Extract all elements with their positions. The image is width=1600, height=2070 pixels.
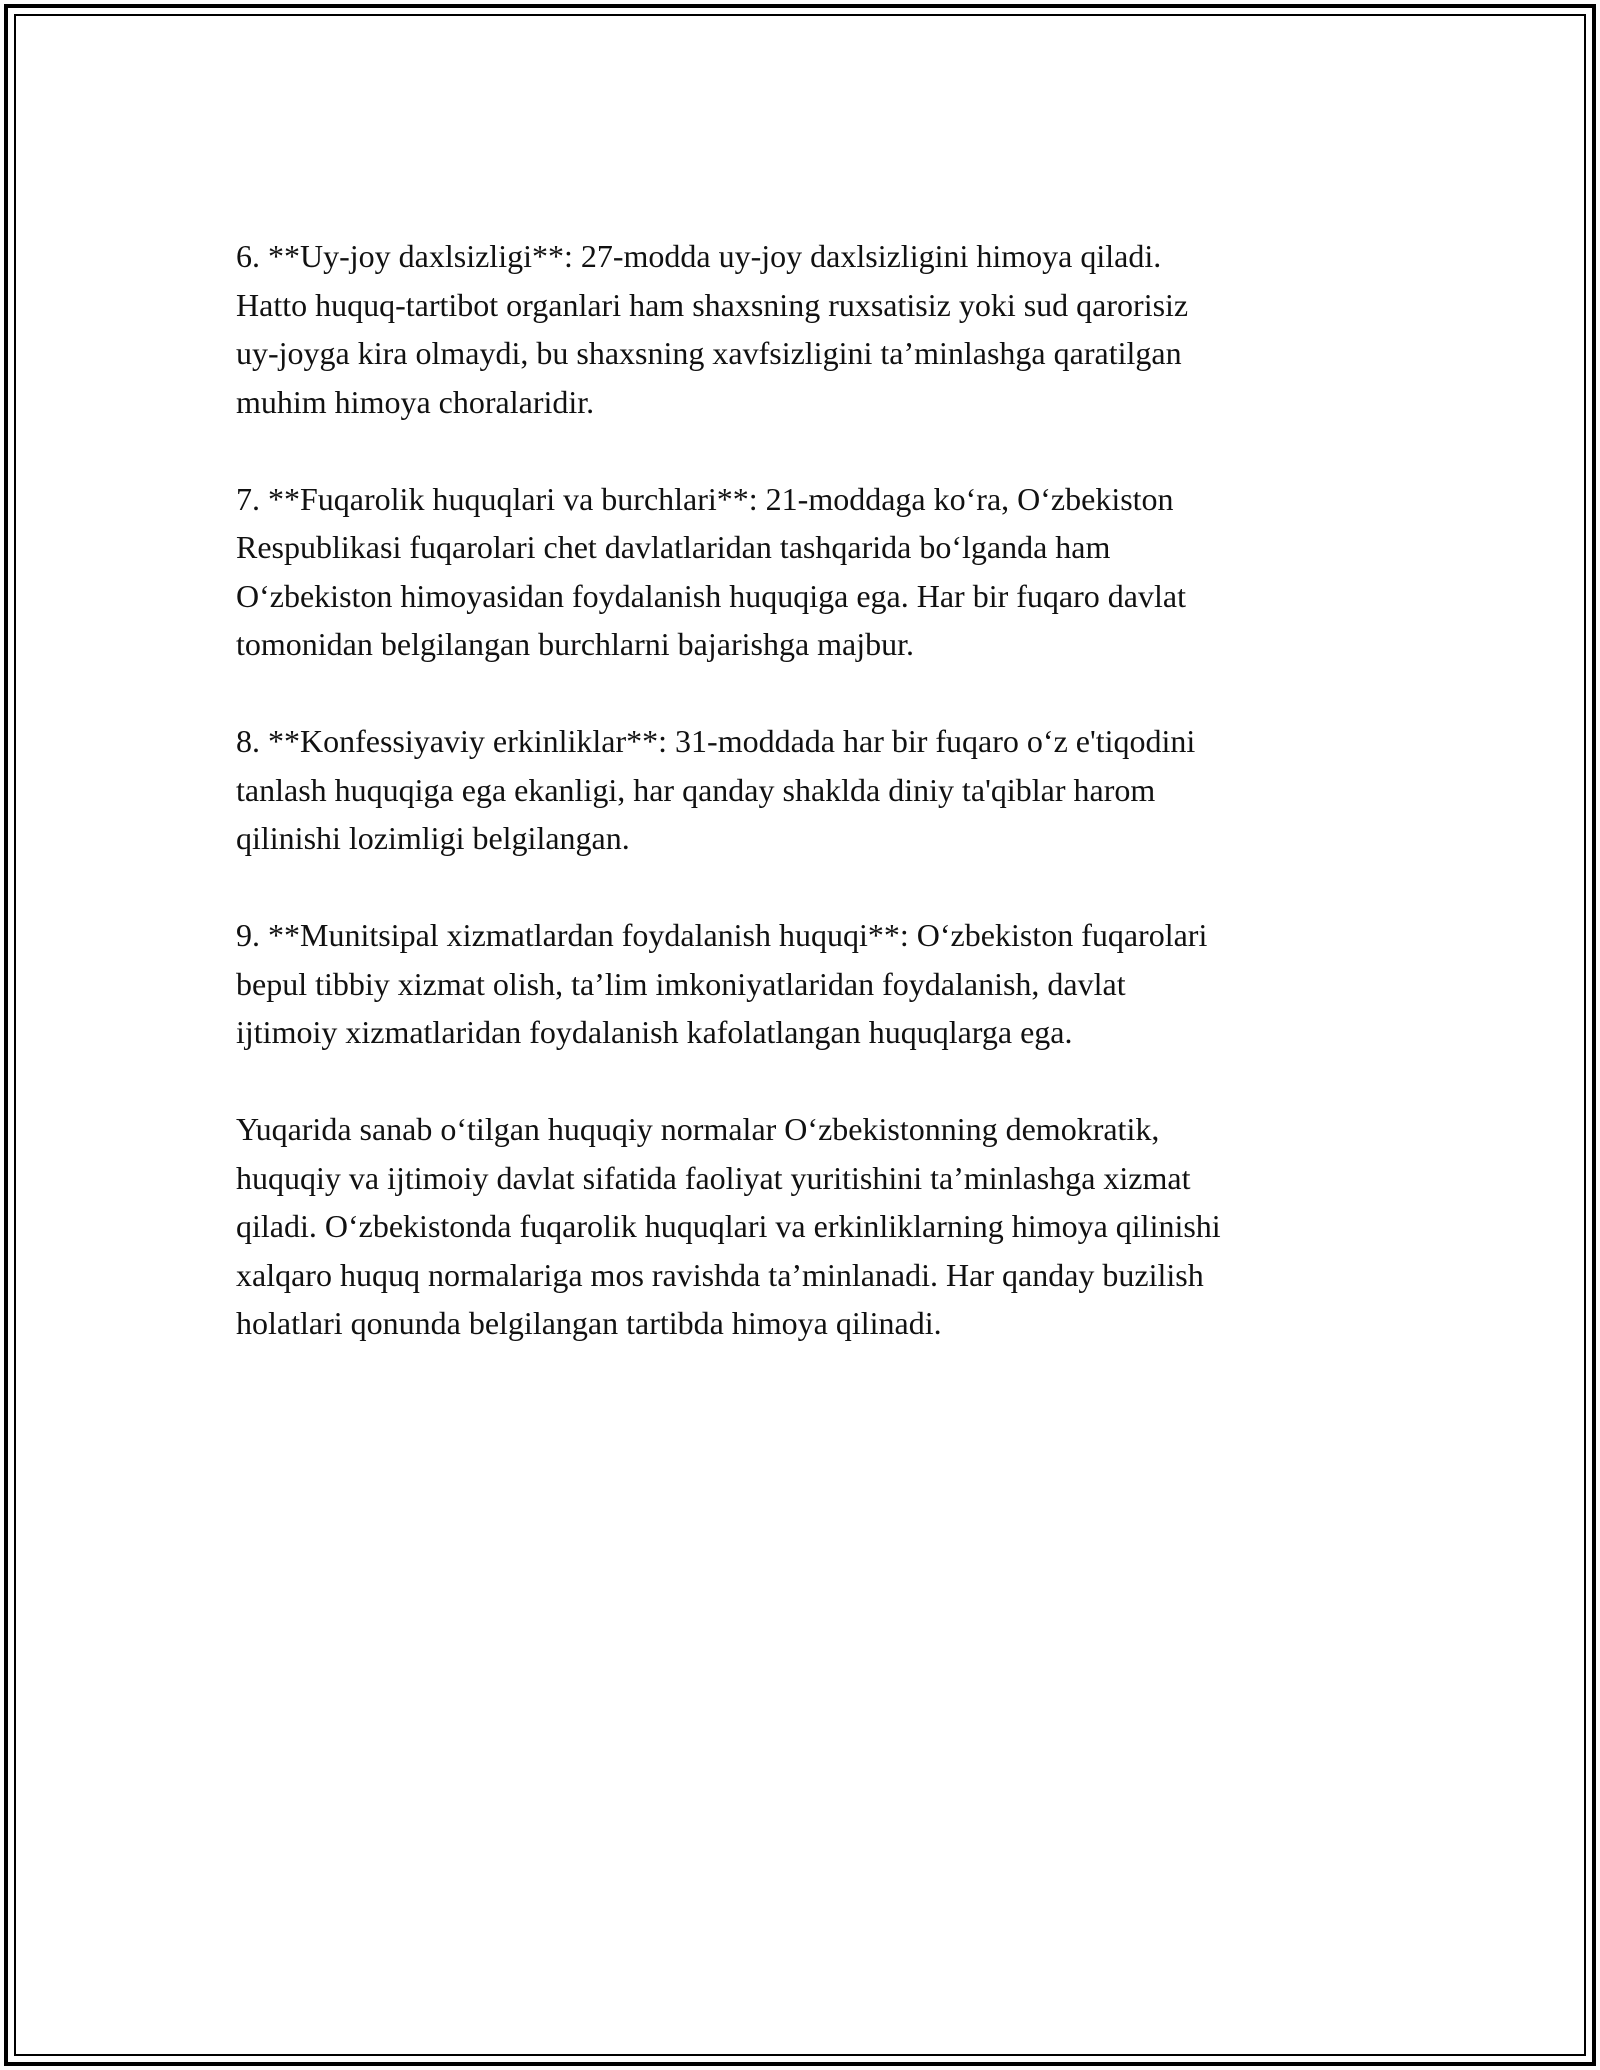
paragraph-item-7: 7. **Fuqarolik huquqlari va burchlari**: 21-moddaga koʻra, Oʻzbekiston Respublikasi fuqarolari chet davlatlaridan tashqarida boʻlganda ham Oʻzbekiston himoyasidan foydalanish huquqiga ega. Har bir fuqaro davlat tomonidan belgilangan burchlarni bajarishga majbur. — [236, 480, 1186, 662]
paragraph-item-6: 6. **Uy-joy daxlsizligi**: 27-modda uy-joy daxlsizligini himoya qiladi. Hatto huquq-tartibot organlari ham shaxsning ruxsatisiz yoki sud qarorisiz uy-joyga kira olmaydi, bu shaxsning xavfsizligini ta’minlashga qaratilgan muhim himoya choralaridir. — [236, 238, 1189, 420]
paragraph-item-8: 8. **Konfessiyaviy erkinliklar**: 31-moddada har bir fuqaro oʻz e'tiqodini tanlash huquqiga ega ekanligi, har qanday shaklda diniy ta'qiblar harom qilinishi lozimligi belgilangan. — [236, 723, 1196, 856]
paragraph-item-9: 9. **Munitsipal xizmatlardan foydalanish huquqi**: Oʻzbekiston fuqarolari bepul tibbiy xizmat olish, ta’lim imkoniyatlaridan foydalanish, davlat ijtimoiy xizmatlaridan foydalanish kafolatlangan huquqlarga ega. — [236, 917, 1208, 1050]
document-body — [236, 232, 1386, 1396]
paragraph-conclusion: Yuqarida sanab oʻtilgan huquqiy normalar Oʻzbekistonning demokratik, huquqiy va ijtimoiy davlat sifatida faoliyat yuritishini ta’minlashga xizmat qiladi. Oʻzbekistonda fuqarolik huquqlari va erkinliklarning himoya qilinishi xalqaro huquq normalariga mos ravishda ta’minlanadi. Har qanday buzilish holatlari qonunda belgilangan tartibda himoya qilinadi. — [236, 1111, 1221, 1341]
